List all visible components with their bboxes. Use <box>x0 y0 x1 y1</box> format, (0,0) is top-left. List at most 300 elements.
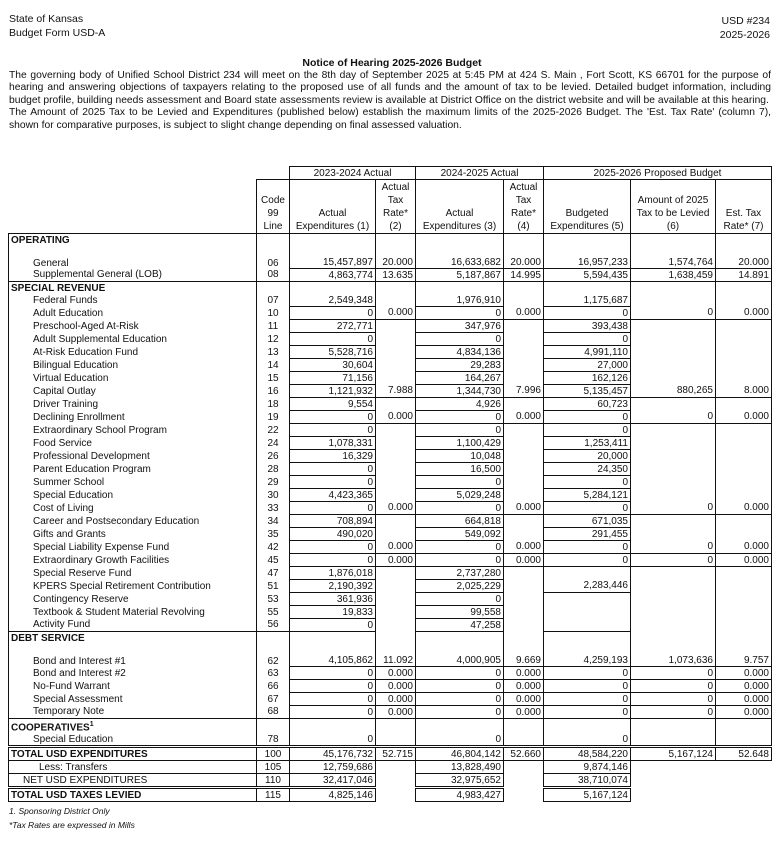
cell-c3: 1,100,429 <box>416 437 504 450</box>
fund-name: No-Fund Warrant <box>9 680 257 693</box>
cell-c1: 0 <box>290 502 376 515</box>
cell-c6: 0 <box>631 554 716 567</box>
cell-c7 <box>716 294 772 307</box>
cell-c2 <box>376 489 416 502</box>
cell-c2 <box>376 437 416 450</box>
cell-c1: 4,423,365 <box>290 489 376 502</box>
section-label <box>9 234 257 247</box>
cell-c4: 20.000 <box>504 246 544 269</box>
total-label: TOTAL USD EXPENDITURES <box>9 747 257 761</box>
cell-c3: 46,804,142 <box>416 747 504 761</box>
table-row <box>9 541 772 554</box>
cell-c5: 0 <box>544 541 631 554</box>
cell-c3: 13,828,490 <box>416 761 504 774</box>
fund-name: Parent Education Program <box>9 463 257 476</box>
cell-c1: 0 <box>290 424 376 437</box>
cell-c4 <box>504 593 544 606</box>
cell-c1: 0 <box>290 680 376 693</box>
code-line: 115 <box>257 788 290 802</box>
total-row-net-exp <box>9 774 772 788</box>
cell-c6 <box>631 372 716 385</box>
cell-c2 <box>376 619 416 632</box>
cell-c5: 671,035 <box>544 515 631 528</box>
cell-c7 <box>716 372 772 385</box>
cell-c4 <box>504 346 544 359</box>
cell-c4 <box>504 359 544 372</box>
cell-c4: 0.000 <box>504 680 544 693</box>
cell-c7: 14.891 <box>716 269 772 282</box>
code-line: 78 <box>257 733 290 747</box>
cell-c7 <box>716 593 772 606</box>
cell-c7 <box>716 567 772 580</box>
cell-c6 <box>631 463 716 476</box>
cell-c3: 0 <box>416 554 504 567</box>
group-header-2025-2026: 2025-2026 Proposed Budget <box>544 167 772 180</box>
table-row <box>9 372 772 385</box>
cell-c2: 0.000 <box>376 680 416 693</box>
cell-c2 <box>376 398 416 411</box>
cell-c3: 0 <box>416 424 504 437</box>
cell-c3: 4,000,905 <box>416 644 504 667</box>
code-line: 30 <box>257 489 290 502</box>
table-row <box>9 693 772 706</box>
cell-c1: 16,329 <box>290 450 376 463</box>
code-line: 28 <box>257 463 290 476</box>
cell-c5 <box>544 619 631 632</box>
table-row <box>9 269 772 282</box>
cell-c3: 1,344,730 <box>416 385 504 398</box>
cell-c2: 0.000 <box>376 411 416 424</box>
cell-c2: 0.000 <box>376 706 416 719</box>
cell-c5: 0 <box>544 411 631 424</box>
cell-c7 <box>716 437 772 450</box>
table-row <box>9 733 772 747</box>
cell-c4: 0.000 <box>504 541 544 554</box>
table-row <box>9 307 772 320</box>
cell-c5: 27,000 <box>544 359 631 372</box>
cell-c7 <box>716 774 772 788</box>
code-line: 63 <box>257 667 290 680</box>
cell-c2: 0.000 <box>376 693 416 706</box>
code-line: 34 <box>257 515 290 528</box>
code-line: 68 <box>257 706 290 719</box>
table-row <box>9 437 772 450</box>
col-header-1: Actual Expenditures (1) <box>290 180 376 234</box>
table-row <box>9 424 772 437</box>
col-header-code: Code 99 Line <box>257 180 290 234</box>
cell-c4: 0.000 <box>504 667 544 680</box>
cell-c4: 7.996 <box>504 385 544 398</box>
cell-c7 <box>716 476 772 489</box>
fund-name: Gifts and Grants <box>9 528 257 541</box>
cell-c1: 0 <box>290 333 376 346</box>
cell-c3: 32,975,652 <box>416 774 504 788</box>
cell-c1: 2,190,392 <box>290 580 376 593</box>
cell-c7 <box>716 359 772 372</box>
cell-c5: 0 <box>544 554 631 567</box>
table-row <box>9 489 772 502</box>
code-line: 19 <box>257 411 290 424</box>
cell-c7 <box>716 424 772 437</box>
cell-c7 <box>716 450 772 463</box>
cell-c5: 0 <box>544 667 631 680</box>
table-row <box>9 476 772 489</box>
cell-c2 <box>376 450 416 463</box>
cell-c5: 0 <box>544 476 631 489</box>
table-row <box>9 706 772 719</box>
notice-intro <box>9 70 771 132</box>
fund-name: Activity Fund <box>9 619 257 632</box>
table-row <box>9 680 772 693</box>
cell-c4 <box>504 528 544 541</box>
cell-c4 <box>504 788 544 802</box>
table-row <box>9 246 772 269</box>
code-line: 53 <box>257 593 290 606</box>
cell-c2: 7.988 <box>376 385 416 398</box>
code-line: 08 <box>257 269 290 282</box>
cell-c6 <box>631 320 716 333</box>
code-line: 105 <box>257 761 290 774</box>
cell-c7 <box>716 398 772 411</box>
cell-c5: 0 <box>544 424 631 437</box>
cell-c3: 2,737,280 <box>416 567 504 580</box>
cell-c5: 0 <box>544 333 631 346</box>
cell-c5: 2,283,446 <box>544 580 631 593</box>
code-line: 12 <box>257 333 290 346</box>
notice-paragraph-1: The governing body of Unified School District 234 will meet on the 8th day of September 2025 at 5:45 PM at 424 S. Main , Fort Scott, KS 66701 for the purpose of hearing and answering objections of taxpayers relating to the proposed use of all funds and the amount of tax to be levied. Detailed budget information, including budget profile, building needs assessment and Board state assessments review is available at District Office on the district website and will be available at this hearing. <box>9 70 771 106</box>
cell-c4: 0.000 <box>504 693 544 706</box>
notice-title: Notice of Hearing 2025-2026 Budget <box>302 57 482 69</box>
cell-c6: 880,265 <box>631 385 716 398</box>
cell-c7: 20.000 <box>716 246 772 269</box>
section-text: COOPERATIVES <box>11 722 90 734</box>
code-line: 16 <box>257 385 290 398</box>
cell-c6 <box>631 580 716 593</box>
cell-c3: 164,267 <box>416 372 504 385</box>
cell-c2 <box>376 774 416 788</box>
code-line: 55 <box>257 606 290 619</box>
cell-c5: 24,350 <box>544 463 631 476</box>
cell-c2: 20.000 <box>376 246 416 269</box>
fund-name: Cost of Living <box>9 502 257 515</box>
cell-c6: 0 <box>631 502 716 515</box>
cell-c5: 5,594,435 <box>544 269 631 282</box>
cell-c6: 0 <box>631 541 716 554</box>
cell-c7: 0.000 <box>716 411 772 424</box>
cell-c2: 0.000 <box>376 307 416 320</box>
code-line: 06 <box>257 246 290 269</box>
cell-c6: 0 <box>631 693 716 706</box>
table-row <box>9 593 772 606</box>
cell-c2 <box>376 567 416 580</box>
cell-c1: 0 <box>290 541 376 554</box>
cell-c4: 0.000 <box>504 411 544 424</box>
table-row <box>9 580 772 593</box>
cell-c6 <box>631 567 716 580</box>
cell-c2 <box>376 593 416 606</box>
cell-c3: 1,976,910 <box>416 294 504 307</box>
cell-c3: 549,092 <box>416 528 504 541</box>
col-header-3: Actual Expenditures (3) <box>416 180 504 234</box>
cell-c7 <box>716 528 772 541</box>
cell-c2 <box>376 606 416 619</box>
cell-c2 <box>376 359 416 372</box>
fund-name: Textbook & Student Material Revolving <box>9 606 257 619</box>
cell-c6: 0 <box>631 411 716 424</box>
usd-label: USD #234 <box>721 15 770 27</box>
table-row <box>9 398 772 411</box>
fund-name: Preschool-Aged At-Risk <box>9 320 257 333</box>
table-row <box>9 667 772 680</box>
code-line: 66 <box>257 680 290 693</box>
cell-c1: 272,771 <box>290 320 376 333</box>
cell-c3: 4,926 <box>416 398 504 411</box>
footnote-2: *Tax Rates are expressed in Mills <box>9 820 135 830</box>
cell-c1: 0 <box>290 706 376 719</box>
group-header-2024-2025: 2024-2025 Actual <box>416 167 544 180</box>
code-line: 24 <box>257 437 290 450</box>
cell-c6 <box>631 359 716 372</box>
cell-c6 <box>631 437 716 450</box>
cell-c3: 0 <box>416 680 504 693</box>
cell-c3: 5,187,867 <box>416 269 504 282</box>
cell-c6 <box>631 294 716 307</box>
total-label: NET USD EXPENDITURES <box>9 774 257 788</box>
cell-c7 <box>716 489 772 502</box>
cell-c1: 361,936 <box>290 593 376 606</box>
cell-c4: 14.995 <box>504 269 544 282</box>
cell-c3: 0 <box>416 411 504 424</box>
cell-c2: 0.000 <box>376 541 416 554</box>
fund-name: Summer School <box>9 476 257 489</box>
cell-c6 <box>631 346 716 359</box>
cell-c6 <box>631 489 716 502</box>
cell-c4 <box>504 333 544 346</box>
cell-c2 <box>376 320 416 333</box>
cell-c6 <box>631 606 716 619</box>
section-text: SPECIAL REVENUE <box>11 282 106 294</box>
cell-c5: 1,175,687 <box>544 294 631 307</box>
fund-name: Special Education <box>9 489 257 502</box>
cell-c1: 708,894 <box>290 515 376 528</box>
cell-c4 <box>504 733 544 747</box>
cell-c5 <box>544 567 631 580</box>
notice-paragraph-2: The Amount of 2025 Tax to be Levied and Expenditures (published below) establish the maximum limits of the 2025-2026 Budget. The 'Est. Tax Rate' (column 7), shown for comparative purposes, is subject to slight change depending on final assessed valuation. <box>9 107 771 131</box>
cell-c5: 5,284,121 <box>544 489 631 502</box>
fund-name: Virtual Education <box>9 372 257 385</box>
cell-c1: 0 <box>290 476 376 489</box>
cell-c3: 16,500 <box>416 463 504 476</box>
cell-c2: 0.000 <box>376 667 416 680</box>
cell-c4 <box>504 774 544 788</box>
table-row <box>9 294 772 307</box>
section-text: OPERATING <box>11 234 70 246</box>
cell-c4 <box>504 320 544 333</box>
table-row <box>9 567 772 580</box>
cell-c6: 1,574,764 <box>631 246 716 269</box>
cell-c5: 0 <box>544 706 631 719</box>
table-row <box>9 619 772 632</box>
code-line: 35 <box>257 528 290 541</box>
cell-c1: 4,105,862 <box>290 644 376 667</box>
table-row <box>9 502 772 515</box>
code-line: 10 <box>257 307 290 320</box>
section-row-cooperatives <box>9 719 772 734</box>
cell-c7: 0.000 <box>716 554 772 567</box>
code-line: 11 <box>257 320 290 333</box>
cell-c7: 52.648 <box>716 747 772 761</box>
cell-c1: 0 <box>290 307 376 320</box>
fund-name: Federal Funds <box>9 294 257 307</box>
cell-c1: 4,863,774 <box>290 269 376 282</box>
cell-c1: 45,176,732 <box>290 747 376 761</box>
cell-c2: 0.000 <box>376 554 416 567</box>
fund-name: Adult Education <box>9 307 257 320</box>
cell-c6 <box>631 333 716 346</box>
code-line: 33 <box>257 502 290 515</box>
cell-c4 <box>504 580 544 593</box>
cell-c4: 52.660 <box>504 747 544 761</box>
fund-name: Extraordinary Growth Facilities <box>9 554 257 567</box>
cell-c5: 5,135,457 <box>544 385 631 398</box>
cell-c7: 0.000 <box>716 307 772 320</box>
fund-name: Supplemental General (LOB) <box>9 269 257 282</box>
cell-c3: 0 <box>416 667 504 680</box>
cell-c6: 1,638,459 <box>631 269 716 282</box>
cell-c4 <box>504 567 544 580</box>
cell-c6: 0 <box>631 680 716 693</box>
table-row <box>9 463 772 476</box>
cell-c7: 9.757 <box>716 644 772 667</box>
cell-c1: 1,876,018 <box>290 567 376 580</box>
total-row-taxes <box>9 788 772 802</box>
table-row <box>9 411 772 424</box>
fund-name: Bond and Interest #2 <box>9 667 257 680</box>
cell-c5: 0 <box>544 307 631 320</box>
group-header-2023-2024: 2023-2024 Actual <box>290 167 416 180</box>
cell-c7 <box>716 463 772 476</box>
cell-c4 <box>504 606 544 619</box>
cell-c5 <box>544 593 631 606</box>
cell-c5: 0 <box>544 680 631 693</box>
section-label <box>9 282 257 295</box>
cell-c1: 0 <box>290 693 376 706</box>
fund-name: Capital Outlay <box>9 385 257 398</box>
fund-name: KPERS Special Retirement Contribution <box>9 580 257 593</box>
cell-c2: 11.092 <box>376 644 416 667</box>
fund-name: Special Assessment <box>9 693 257 706</box>
cell-c7: 0.000 <box>716 706 772 719</box>
fund-name: Temporary Note <box>9 706 257 719</box>
cell-c4: 0.000 <box>504 706 544 719</box>
table-row <box>9 333 772 346</box>
cell-c6 <box>631 450 716 463</box>
cell-c1: 0 <box>290 733 376 747</box>
form-header-left <box>9 12 105 40</box>
cell-c7: 0.000 <box>716 541 772 554</box>
cell-c3: 0 <box>416 706 504 719</box>
table-row <box>9 346 772 359</box>
cell-c5: 291,455 <box>544 528 631 541</box>
cell-c4 <box>504 463 544 476</box>
cell-c2 <box>376 761 416 774</box>
cell-c1: 0 <box>290 619 376 632</box>
cell-c3: 664,818 <box>416 515 504 528</box>
cell-c6 <box>631 528 716 541</box>
cell-c2 <box>376 294 416 307</box>
cell-c5: 5,167,124 <box>544 788 631 802</box>
cell-c7 <box>716 788 772 802</box>
cell-c1: 19,833 <box>290 606 376 619</box>
cell-c7 <box>716 333 772 346</box>
cell-c2: 13.635 <box>376 269 416 282</box>
cell-c3: 0 <box>416 476 504 489</box>
code-line: 56 <box>257 619 290 632</box>
fund-name: Contingency Reserve <box>9 593 257 606</box>
cell-c3: 4,983,427 <box>416 788 504 802</box>
cell-c3: 47,258 <box>416 619 504 632</box>
table-row <box>9 528 772 541</box>
cell-c1: 0 <box>290 554 376 567</box>
cell-c3: 29,283 <box>416 359 504 372</box>
cell-c5: 20,000 <box>544 450 631 463</box>
cell-c7: 0.000 <box>716 693 772 706</box>
cell-c4 <box>504 398 544 411</box>
cell-c2 <box>376 788 416 802</box>
cell-c6: 0 <box>631 667 716 680</box>
cell-c4: 9.669 <box>504 644 544 667</box>
cell-c2 <box>376 528 416 541</box>
cell-c7 <box>716 320 772 333</box>
table-row <box>9 450 772 463</box>
cell-c7 <box>716 619 772 632</box>
cell-c1: 1,078,331 <box>290 437 376 450</box>
cell-c4 <box>504 476 544 489</box>
cell-c4: 0.000 <box>504 502 544 515</box>
fund-name: Driver Training <box>9 398 257 411</box>
cell-c3: 16,633,682 <box>416 246 504 269</box>
cell-c1: 1,121,932 <box>290 385 376 398</box>
cell-c6 <box>631 761 716 774</box>
code-line: 110 <box>257 774 290 788</box>
cell-c1: 0 <box>290 463 376 476</box>
cell-c1: 71,156 <box>290 372 376 385</box>
cell-c1: 490,020 <box>290 528 376 541</box>
cell-c4 <box>504 761 544 774</box>
cell-c3: 4,834,136 <box>416 346 504 359</box>
cell-c6 <box>631 774 716 788</box>
cell-c7: 0.000 <box>716 502 772 515</box>
fund-name: Bond and Interest #1 <box>9 644 257 667</box>
cell-c3: 347,976 <box>416 320 504 333</box>
cell-c5 <box>544 606 631 619</box>
code-line: 18 <box>257 398 290 411</box>
code-line: 47 <box>257 567 290 580</box>
table-row <box>9 320 772 333</box>
fund-name: Special Reserve Fund <box>9 567 257 580</box>
total-row-transfers <box>9 761 772 774</box>
cell-c5: 16,957,233 <box>544 246 631 269</box>
section-label <box>9 719 257 734</box>
cell-c4 <box>504 294 544 307</box>
col-header-7: Est. Tax Rate* (7) <box>716 180 772 234</box>
cell-c6 <box>631 476 716 489</box>
section-row-debt-service <box>9 632 772 645</box>
fund-name: Professional Development <box>9 450 257 463</box>
cell-c5: 162,126 <box>544 372 631 385</box>
cell-c2 <box>376 580 416 593</box>
cell-c7 <box>716 761 772 774</box>
